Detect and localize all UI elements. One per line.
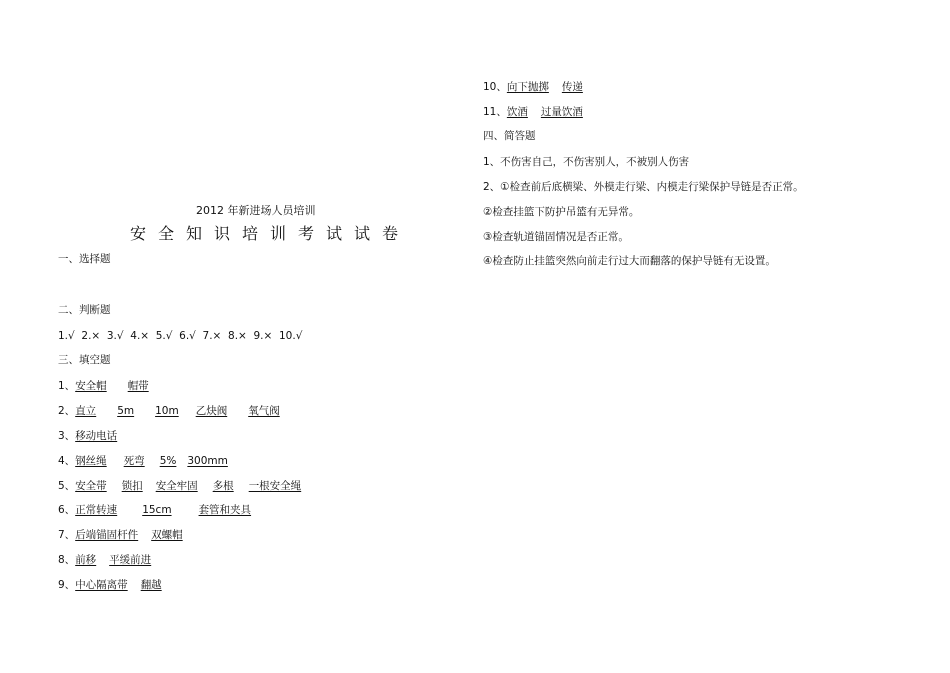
item-number: 1、 bbox=[58, 380, 76, 392]
blank-item-8 bbox=[58, 553, 154, 567]
item-number: 11、 bbox=[483, 106, 507, 118]
section-judgment: 二、判断题 bbox=[58, 304, 111, 316]
blank-answer: 移动电话 bbox=[75, 430, 118, 442]
blank-answer: 钢丝绳 bbox=[75, 455, 107, 467]
item-number: 6、 bbox=[58, 504, 76, 516]
blank-answer: 15cm bbox=[142, 504, 172, 516]
blank-answer: 帽带 bbox=[127, 380, 149, 392]
blank-answer: 5m bbox=[117, 405, 135, 417]
section-fill-blank: 三、填空题 bbox=[58, 354, 111, 366]
blank-item-1 bbox=[58, 379, 152, 393]
judgment-answers: 1.√ 2.× 3.√ 4.× 5.√ 6.√ 7.× 8.× 9.× 10.√ bbox=[58, 330, 303, 342]
blank-answer: 过量饮酒 bbox=[540, 106, 583, 118]
answer-2-sub-2: ②检查挂篮下防护吊篮有无异常。 bbox=[483, 206, 640, 218]
blank-answer: 5% bbox=[159, 455, 177, 467]
blank-answer: 死弯 bbox=[123, 455, 145, 467]
blank-answer: 后端锚固杆件 bbox=[75, 529, 139, 541]
answer-2-sub-3: ③检查轨道锚固情况是否正常。 bbox=[483, 231, 629, 243]
answer-2-sub-4: ④检查防止挂篮突然向前走行过大而翻落的保护导链有无设置。 bbox=[483, 255, 776, 267]
answer-2: 2、①检查前后底横梁、外模走行梁、内模走行梁保护导链是否正常。 bbox=[483, 181, 804, 193]
blank-answer: 前移 bbox=[75, 554, 97, 566]
blank-answer: 套管和夹具 bbox=[198, 504, 252, 516]
blank-item-9 bbox=[58, 578, 165, 592]
blank-item-2 bbox=[58, 404, 283, 418]
item-number: 8、 bbox=[58, 554, 76, 566]
blank-answer: 正常转速 bbox=[75, 504, 118, 516]
blank-answer: 安全带 bbox=[75, 480, 107, 492]
item-number: 7、 bbox=[58, 529, 76, 541]
blank-answer: 安全帽 bbox=[75, 380, 107, 392]
blank-item-3 bbox=[58, 429, 120, 443]
blank-item-7 bbox=[58, 528, 186, 542]
blank-item-4 bbox=[58, 454, 231, 468]
exam-subtitle: 2012 年新进场人员培训 bbox=[196, 204, 316, 217]
section-short-answer: 四、简答题 bbox=[483, 130, 536, 142]
blank-answer: 平缓前进 bbox=[109, 554, 152, 566]
blank-item-5 bbox=[58, 479, 304, 493]
blank-answer: 300mm bbox=[187, 455, 228, 467]
exam-title: 安全知识培训考试试卷 bbox=[130, 224, 411, 243]
item-number: 3、 bbox=[58, 430, 76, 442]
blank-answer: 氧气阀 bbox=[248, 405, 280, 417]
blank-answer: 中心隔离带 bbox=[75, 579, 128, 591]
blank-answer: 翻越 bbox=[140, 579, 162, 591]
blank-answer: 双螺帽 bbox=[151, 529, 183, 541]
blank-answer: 多根 bbox=[212, 480, 234, 492]
blank-answer: 10m bbox=[155, 405, 179, 417]
blank-answer: 安全牢固 bbox=[155, 480, 198, 492]
item-number: 10、 bbox=[483, 81, 507, 93]
item-number: 9、 bbox=[58, 579, 76, 591]
item-number: 2、 bbox=[58, 405, 76, 417]
blank-answer: 乙炔阀 bbox=[195, 405, 228, 417]
blank-item-6 bbox=[58, 503, 254, 517]
blank-answer: 饮酒 bbox=[506, 106, 528, 118]
blank-answer: 向下抛掷 bbox=[506, 81, 549, 93]
blank-answer: 一根安全绳 bbox=[248, 480, 302, 492]
blank-answer: 锁扣 bbox=[121, 480, 143, 492]
blank-answer: 传递 bbox=[561, 81, 583, 93]
answer-1: 1、不伤害自己，不伤害别人，不被别人伤害 bbox=[483, 156, 690, 168]
blank-item-11 bbox=[483, 105, 586, 119]
item-number: 4、 bbox=[58, 455, 76, 467]
item-number: 5、 bbox=[58, 480, 76, 492]
section-choice: 一、选择题 bbox=[58, 253, 111, 265]
blank-item-10 bbox=[483, 80, 586, 94]
blank-answer: 直立 bbox=[75, 405, 97, 417]
